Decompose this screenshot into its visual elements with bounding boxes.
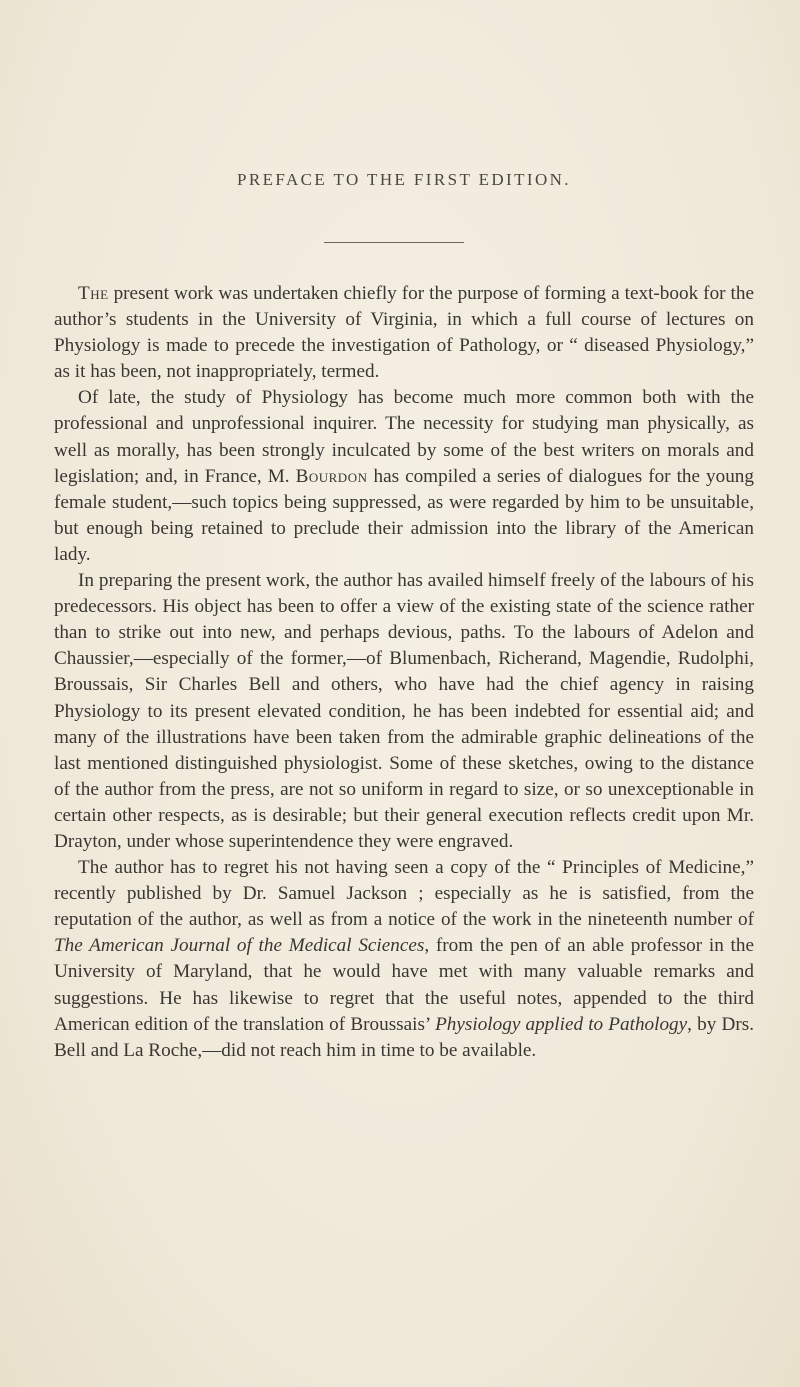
- paragraph: [54, 385, 754, 568]
- text-run: The author has to regret his not having seen a copy of the “ Principles of Medicine,” recently published by Dr. Samuel Jackson ; especially as he is satisfied, from the reputation of the author, as well as from a notice of the work in the nineteenth number of: [54, 857, 754, 931]
- text-run: , from the pen of an able professor in the University of Maryland, that he would have met with many valuable remarks and suggestions. He has likewise to regret that the useful notes, appended to the third American edition of the translation of Broussais’: [54, 935, 754, 1035]
- text-run: In preparing the present work, the author has availed himself freely of the labours of his predecessors. His object has been to offer a view of the existing state of the science rather than to strike out into new, and perhaps devious, paths. To the labours of Adelon and Chaussier,—especially of the former,—of Blumenbach, Richerand, Magendie, Rudolphi, Broussais, Sir Charles Bell and others, who have had the chief agency in raising Physiology to its present elevated condition, he has been indebted for essential aid; and many of the illustrations have been taken from the admirable graphic delineations of the last mentioned distinguished physiologist. Some of these sketches, owing to the distance of the author from the press, are not so uniform in regard to size, or so unexceptionable in certain other respects, as is desirable; but their general execution reflects credit upon Mr. Drayton, under whose superintendence they were engraved.: [54, 570, 754, 852]
- heading-rule: [324, 242, 464, 243]
- text-run: , by Drs. Bell and La Roche,—did not reach him in time to be available.: [54, 1013, 754, 1061]
- italic-title: Physiology applied to Pathology: [435, 1013, 688, 1035]
- text-run: Of late, the study of Physiology has become much more common both with the professional and unprofessional inquirer. The necessity for studying man physically, as well as morally, has been strongly inculcated by some of the best writers on morals and legislation; and, in France, M.: [54, 387, 754, 487]
- paragraph: [54, 568, 754, 855]
- smallcaps-name: Bourdon: [295, 465, 368, 487]
- paragraph-lead: The: [78, 283, 109, 304]
- paragraph: [54, 855, 754, 1064]
- text-run: has compiled a series of dialogues for the young female student,—such topics being suppressed, as were regarded by him to be unsuitable, but enough being retained to preclude their admission into the library of the American lady.: [54, 465, 754, 565]
- text-run: present work was undertaken chiefly for the purpose of forming a text-book for the author’s students in the University of Virginia, in which a full course of lectures on Physiology is made to precede the investigation of Pathology, or “ diseased Physiology,” as it has been, not inappropriately, termed.: [54, 283, 754, 383]
- preface-body: [54, 281, 754, 1064]
- paragraph: [54, 281, 754, 385]
- page-heading: PREFACE TO THE FIRST EDITION.: [237, 170, 571, 189]
- italic-title: The American Journal of the Medical Sciences: [54, 935, 425, 957]
